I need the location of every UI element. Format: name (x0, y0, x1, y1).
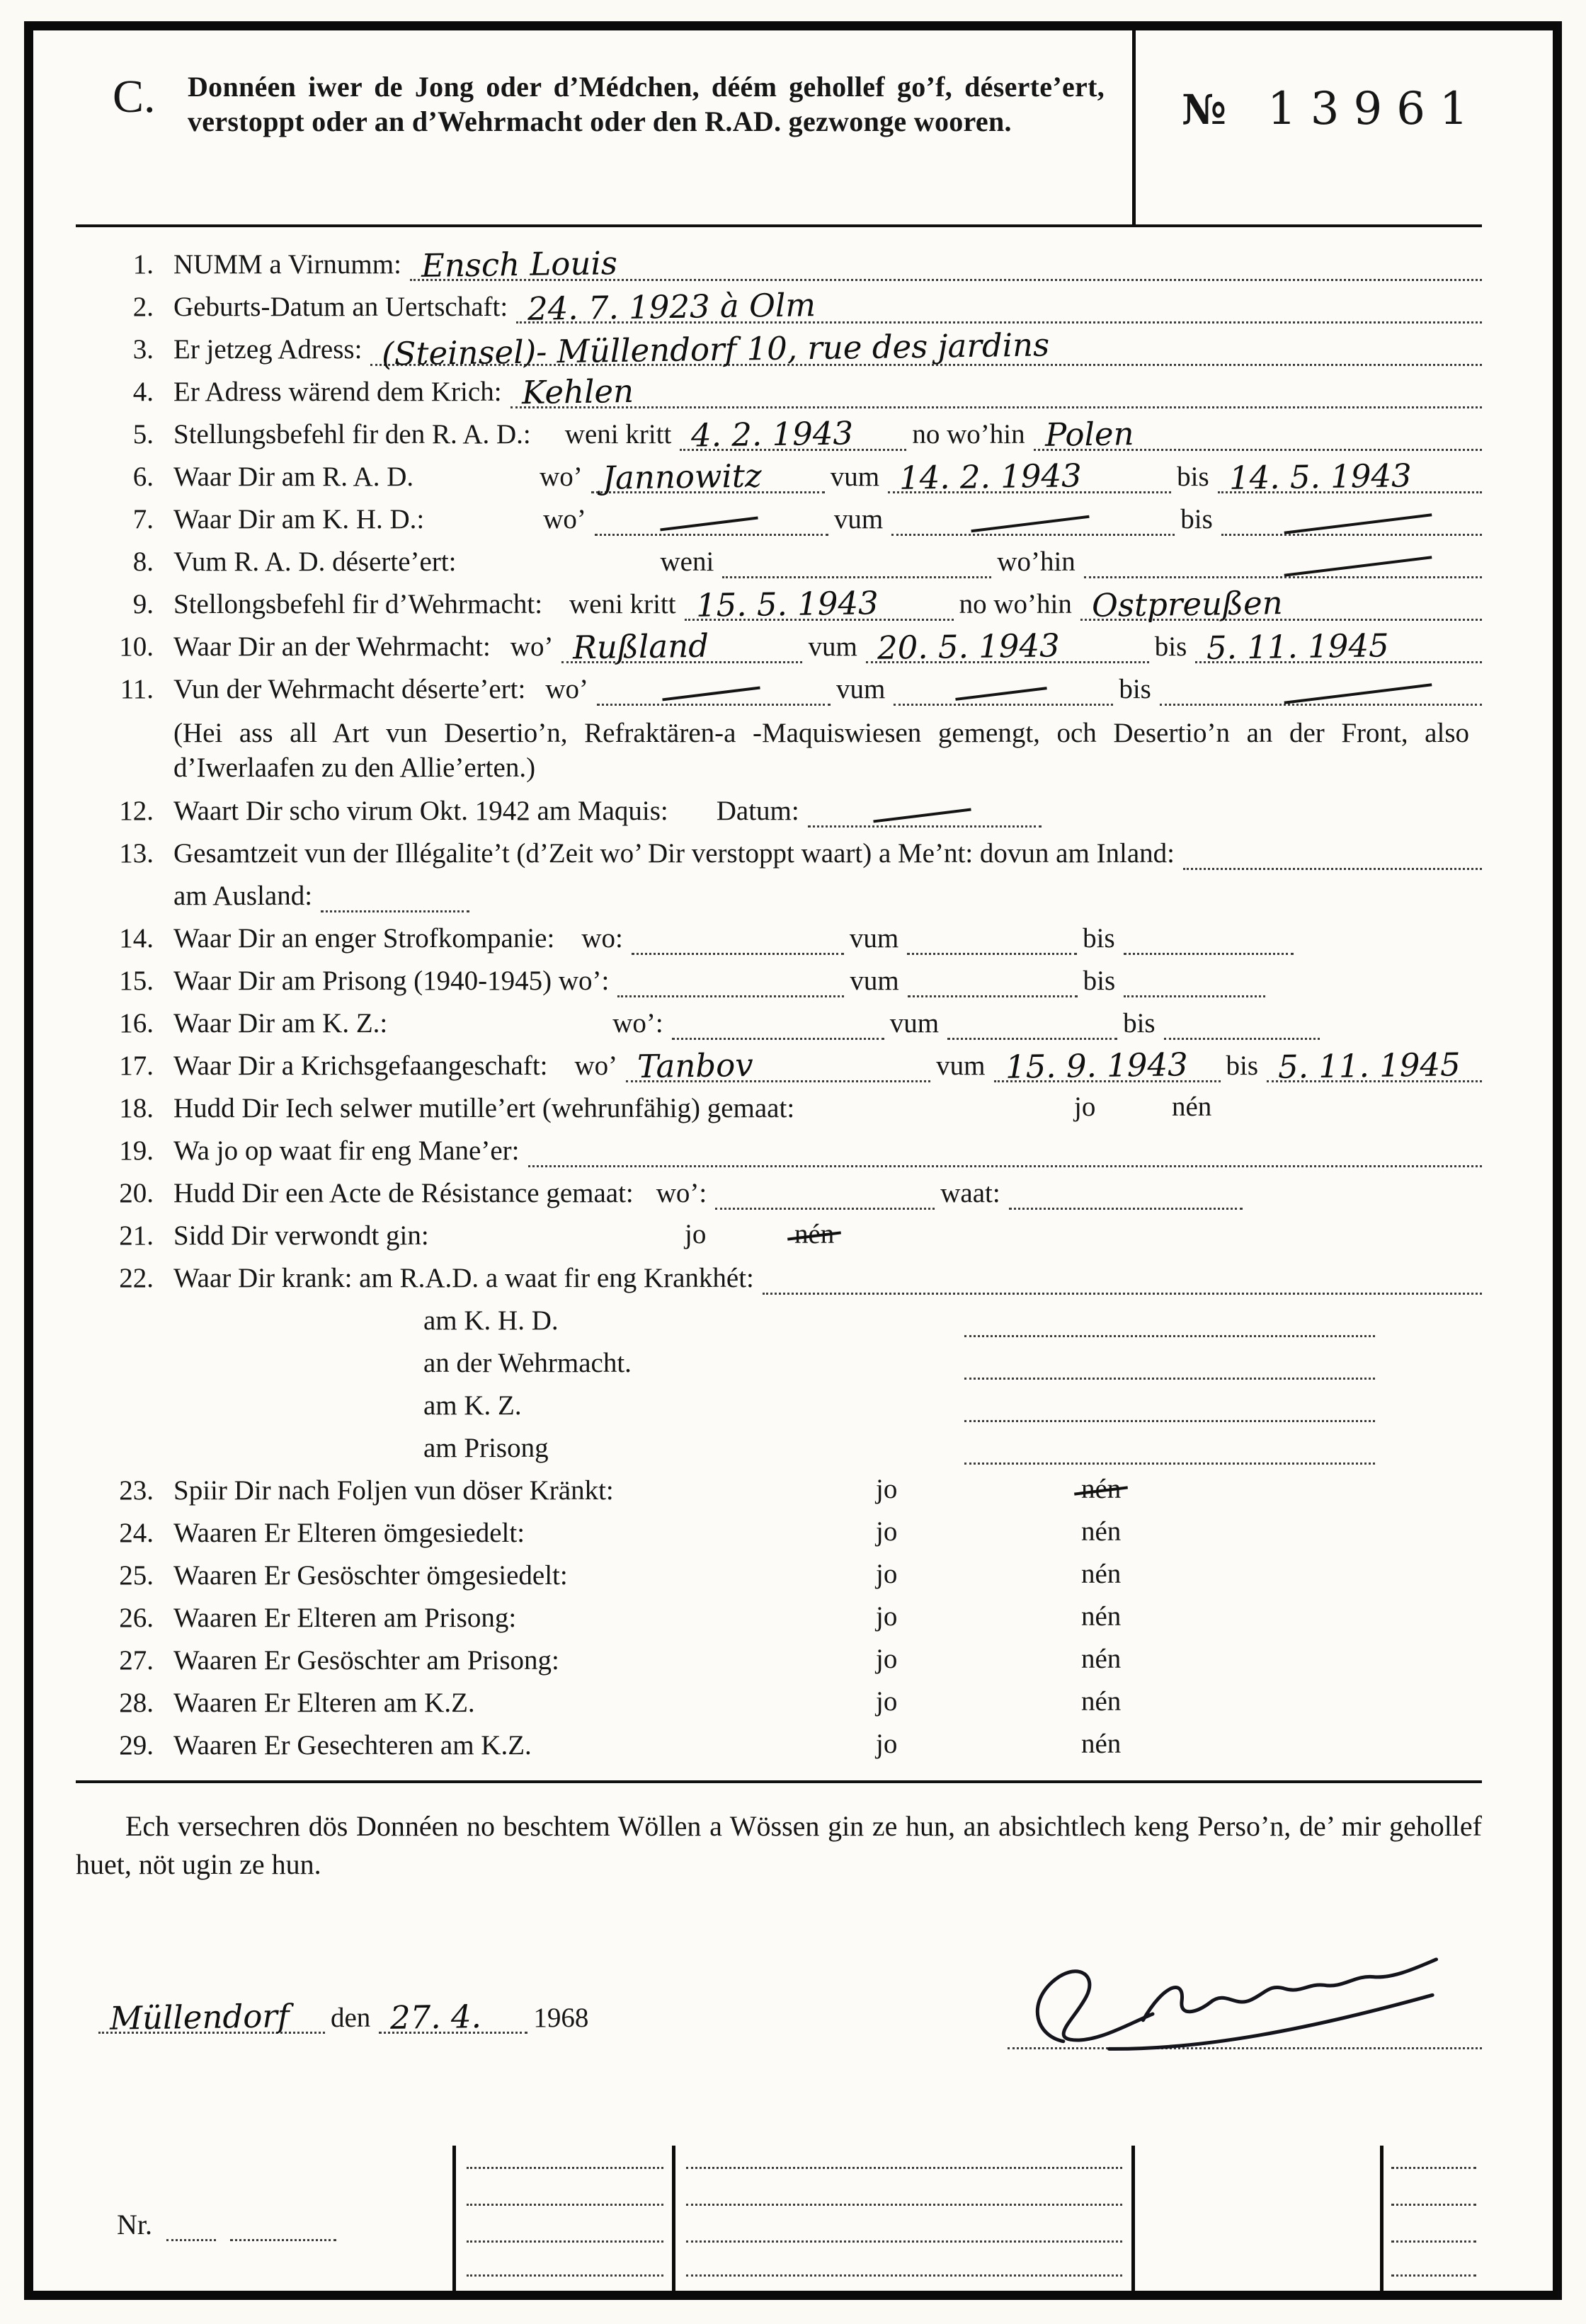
item-number: 10. (119, 631, 154, 662)
item-label: Waaren Er Elteren ömgesiedelt: (173, 1518, 525, 1548)
dotted-field (1267, 1046, 1482, 1086)
dotted-field (964, 1354, 1375, 1380)
form-item-subline (76, 880, 1482, 912)
item-label: Stellongsbefehl fir d’Wehrmacht: (173, 589, 543, 619)
answer-nen: nén (1081, 1644, 1122, 1674)
answer-jo: jo (876, 1559, 898, 1589)
answer-jo: jo (876, 1686, 898, 1717)
handwritten-entry: 24. 7. 1923 à Olm (527, 286, 816, 328)
dotted-field (680, 414, 906, 454)
item-label: NUMM a Virnumm: (173, 249, 401, 280)
header-rule (76, 224, 1482, 227)
item-label: wo’ (545, 674, 588, 704)
item-label: vum (808, 631, 857, 662)
spacer (496, 662, 510, 663)
signature (998, 1923, 1471, 2074)
item-number: 12. (119, 796, 154, 826)
section-letter: C. (113, 71, 156, 122)
dotted-field (561, 626, 802, 667)
form-item-20 (76, 1177, 1482, 1210)
item-number: 21. (119, 1220, 154, 1251)
handwritten-entry: Jannowitz (602, 457, 762, 497)
handwritten-dash (1284, 683, 1432, 704)
item-label: Stellungsbefehl fir den R. A. D.: (173, 419, 531, 450)
dotted-field (908, 972, 1078, 997)
answer-jo: jo (876, 1601, 898, 1632)
item-label: an der Wehrmacht. (423, 1348, 632, 1378)
handwritten-entry: 14. 2. 1943 (898, 457, 1083, 497)
signature-stroke (1141, 1959, 1439, 2020)
item-number: 23. (119, 1475, 154, 1506)
dotted-field (866, 626, 1149, 667)
spacer (393, 1038, 612, 1040)
form-item-3 (76, 326, 1482, 373)
table-dotted-row (686, 2240, 1122, 2243)
item-label: am K. Z. (423, 1390, 522, 1421)
item-label: Waar Dir am Prisong (1940-1945) wo’: (173, 966, 610, 996)
item-number: 1. (132, 249, 154, 280)
handwritten-entry: 5. 11. 1945 (1277, 1046, 1461, 1086)
dotted-field (1080, 584, 1482, 624)
nr-dotted-line (230, 2220, 336, 2241)
bottom-table (33, 2146, 1553, 2291)
form-items (76, 244, 1482, 1762)
year-label: 1968 (533, 2003, 589, 2033)
answer-nen: nén (1081, 1559, 1122, 1589)
table-dotted-row (1391, 2204, 1476, 2206)
form-item-19 (76, 1135, 1482, 1167)
place-field (98, 1997, 325, 2037)
item-label: Vun der Wehrmacht déserte’ert: (173, 674, 526, 704)
item-label: weni kritt (569, 589, 676, 619)
item-number: 6. (132, 462, 154, 492)
item-label: weni kritt (564, 419, 672, 450)
table-vline (1131, 2146, 1135, 2291)
handwritten-dash (661, 517, 758, 532)
answer-nen: nén (1081, 1729, 1122, 1759)
form-item-1 (76, 244, 1482, 285)
form-item-18 (76, 1092, 1482, 1125)
item-number: 13. (119, 838, 154, 869)
item-label: Hudd Dir Iech selwer mutille’ert (wehrunfähig) gemaat: (173, 1093, 795, 1123)
answer-jo: jo (685, 1219, 707, 1249)
dotted-field (1084, 553, 1482, 578)
form-item-2 (76, 286, 1482, 328)
form-item-subline (76, 1432, 1482, 1465)
item-label: wo: (581, 923, 623, 954)
dotted-field (591, 457, 825, 497)
form-item-29 (76, 1729, 1482, 1762)
form-item-6 (76, 457, 1482, 497)
form-item-10 (76, 626, 1482, 667)
form-item-14 (76, 922, 1482, 955)
handwritten-entry: Polen (1044, 415, 1134, 454)
answer-nen: nén (1081, 1601, 1122, 1632)
item-number: 9. (132, 589, 154, 619)
form-number (1182, 83, 1483, 135)
dotted-field (1009, 1184, 1243, 1210)
item-label: bis (1180, 504, 1213, 534)
table-vline (672, 2146, 675, 2291)
item-label: Waar Dir am R. A. D. (173, 462, 414, 492)
table-dotted-row (686, 2274, 1122, 2277)
item-label: wo’hin (997, 546, 1076, 577)
page-frame (24, 21, 1562, 2300)
dotted-field (1221, 510, 1482, 536)
item-label: wo’ (540, 462, 583, 492)
dotted-field (1183, 845, 1482, 870)
item-label: Waart Dir scho virum Okt. 1942 am Maquis: (173, 796, 668, 826)
dotted-field (1124, 972, 1265, 997)
dotted-field (321, 887, 469, 912)
dotted-field (994, 1046, 1221, 1086)
answer-jo: jo (876, 1516, 898, 1547)
dotted-field (597, 680, 831, 706)
item-label: Gesamtzeit vun der Illégalite’t (d’Zeit wo’ Dir verstoppt waart) a Me’nt: dovun am Inland: (173, 838, 1175, 869)
dotted-field (1124, 929, 1294, 955)
form-item-subline (76, 1390, 1482, 1422)
item-number: 2. (132, 292, 154, 322)
form-item-25 (76, 1559, 1482, 1592)
item-label: Waar Dir am K. Z.: (173, 1008, 388, 1038)
item-label: vum (835, 674, 886, 704)
item-number: 7. (132, 504, 154, 534)
answer-nen: nén (1081, 1686, 1122, 1717)
dotted-field (808, 802, 1042, 828)
answer-nen: nén (794, 1219, 835, 1249)
form-item-26 (76, 1602, 1482, 1635)
item-label: vum (850, 966, 899, 996)
dotted-field (1164, 1014, 1320, 1040)
handwritten-entry: 14. 5. 1943 (1228, 457, 1412, 497)
item-number: 29. (119, 1730, 154, 1761)
signature-stroke (1035, 1967, 1153, 2042)
answer-jo: jo (1074, 1092, 1096, 1122)
item-label: bis (1123, 1008, 1156, 1038)
item-number: 3. (132, 334, 154, 365)
form-item-17 (76, 1046, 1482, 1086)
form-item-13 (76, 837, 1482, 870)
table-dotted-row (686, 2204, 1122, 2206)
item-label: Hudd Dir een Acte de Résistance gemaat: (173, 1178, 634, 1208)
dotted-field (891, 510, 1175, 536)
spacer (173, 1378, 423, 1380)
item-number: 4. (132, 377, 154, 407)
form-item-15 (76, 965, 1482, 997)
item-label: Waaren Er Elteren am K.Z. (173, 1688, 475, 1718)
handwritten-entry: 5. 11. 1945 (1206, 626, 1390, 667)
numero-sign: № (1182, 86, 1227, 134)
spacer (639, 1208, 656, 1210)
handwritten-dash (1284, 513, 1432, 534)
item-label: weni (660, 546, 714, 577)
table-vline (452, 2146, 456, 2291)
table-vline (1380, 2146, 1384, 2291)
dotted-field (626, 1046, 930, 1086)
dotted-field (510, 372, 1482, 412)
dotted-field (672, 1014, 884, 1040)
handwritten-entry: Ensch Louis (421, 244, 618, 285)
form-item-4 (76, 372, 1482, 412)
section-divider (76, 1780, 1482, 1783)
place-handwritten: Müllendorf (109, 1997, 290, 2037)
spacer (419, 492, 540, 493)
handwritten-entry: 4. 2. 1943 (690, 414, 854, 454)
form-item-7 (76, 503, 1482, 536)
item-number: 20. (119, 1178, 154, 1208)
item-label: wo’: (656, 1178, 707, 1208)
form-item-9 (76, 584, 1482, 624)
item-number: 15. (119, 966, 154, 996)
item-number: 16. (119, 1008, 154, 1038)
handwritten-dash (955, 687, 1047, 701)
form-item-21 (76, 1220, 1482, 1252)
spacer (548, 619, 569, 621)
item-label: Wa jo op waat fir eng Mane’er: (173, 1135, 520, 1166)
item-label: bis (1083, 966, 1116, 996)
item-label: Waaren Er Gesöschter am Prisong: (173, 1645, 559, 1676)
closing-section (76, 1915, 1482, 2083)
dotted-field (1034, 415, 1482, 454)
place-date-line (96, 1997, 594, 2037)
dotted-field (947, 1014, 1117, 1040)
item-label: Waar Dir a Krichsgefaangeschaft: (173, 1051, 548, 1081)
spacer (531, 704, 545, 706)
dotted-field (685, 584, 954, 624)
item-label: Waaren Er Gesechteren am K.Z. (173, 1730, 532, 1761)
item-label: wo’ (543, 504, 586, 534)
form-item-22 (76, 1262, 1482, 1295)
item-label: am Prisong (423, 1433, 549, 1463)
form-item-28 (76, 1687, 1482, 1719)
handwritten-dash (873, 808, 971, 823)
form-item-23 (76, 1475, 1482, 1507)
spacer (173, 1463, 423, 1465)
table-dotted-row (1391, 2274, 1476, 2277)
handwritten-dash (663, 687, 760, 702)
dotted-field (370, 326, 1482, 373)
item-label: wo’ (574, 1051, 618, 1081)
form-item-27 (76, 1644, 1482, 1677)
item-label: Geburts-Datum an Uertschaft: (173, 292, 508, 322)
item-label: no wo’hin (959, 589, 1072, 619)
den-label: den (331, 2003, 371, 2033)
handwritten-dash (971, 515, 1090, 532)
handwritten-entry: 15. 9. 1943 (1005, 1046, 1188, 1086)
table-dotted-row (467, 2240, 663, 2243)
form-item-subline (76, 1305, 1482, 1337)
item-label: bis (1177, 462, 1209, 492)
item-label: bis (1226, 1051, 1259, 1081)
spacer (674, 826, 717, 828)
dotted-field (1218, 457, 1482, 497)
form-item-subline (76, 1347, 1482, 1380)
item-label: vum (849, 923, 899, 954)
answer-nen: nén (1081, 1474, 1122, 1504)
item-number: 17. (119, 1051, 154, 1081)
item-label: Spiir Dir nach Foljen vun döser Kränkt: (173, 1475, 614, 1506)
item-label: Er jetzeg Adress: (173, 334, 363, 365)
spacer (173, 1421, 423, 1422)
nr-label: Nr. (117, 2209, 152, 2240)
item-label: vum (936, 1051, 986, 1081)
spacer (462, 577, 660, 578)
item-label: bis (1154, 631, 1187, 662)
item-label: bis (1083, 923, 1115, 954)
handwritten-entry: 15. 5. 1943 (695, 584, 879, 624)
dotted-field (894, 680, 1113, 706)
item-label: no wo’hin (912, 419, 1025, 450)
item-number: 19. (119, 1135, 154, 1166)
handwritten-entry: Rußland (573, 626, 709, 667)
item-number: 27. (119, 1645, 154, 1676)
handwritten-entry: (Steinsel)- Müllendorf 10, rue des jardins (382, 326, 1050, 373)
form-header (76, 46, 1482, 224)
handwritten-entry: Ostpreußen (1091, 584, 1283, 624)
dotted-field (763, 1269, 1482, 1295)
item-label: waat: (940, 1178, 1000, 1208)
answer-nen: nén (1081, 1516, 1122, 1547)
header-divider (1132, 30, 1136, 224)
item-label: vum (889, 1008, 940, 1038)
spacer (537, 450, 565, 451)
item-label: bis (1119, 674, 1151, 704)
answer-jo: jo (876, 1474, 898, 1504)
dotted-field (1195, 626, 1482, 667)
item-number: 25. (119, 1560, 154, 1591)
item-label: Er Adress wärend dem Krich: (173, 377, 502, 407)
form-item-24 (76, 1517, 1482, 1550)
table-dotted-row (467, 2167, 663, 2169)
date-handwritten: 27. 4. (389, 1998, 482, 2037)
item-label: Sidd Dir verwondt gin: (173, 1220, 429, 1251)
table-dotted-row (467, 2204, 663, 2206)
dotted-field (964, 1397, 1375, 1422)
item-number: 18. (119, 1093, 154, 1123)
item-number: 26. (119, 1603, 154, 1633)
item-label: Waaren Er Elteren am Prisong: (173, 1603, 517, 1633)
item-number: 14. (119, 923, 154, 954)
form-item-16 (76, 1007, 1482, 1040)
dotted-field (410, 244, 1482, 285)
dotted-field (1160, 680, 1482, 706)
dotted-field (964, 1439, 1375, 1465)
item-number: 11. (120, 674, 154, 704)
nr-dotted-line (166, 2220, 216, 2241)
item-number: 22. (119, 1263, 154, 1293)
item-label: Waaren Er Gesöschter ömgesiedelt: (173, 1560, 568, 1591)
item-label: vum (830, 462, 880, 492)
form-item-11 (76, 673, 1482, 706)
dotted-field (722, 553, 991, 578)
item-label: Vum R. A. D. déserte’ert: (173, 546, 457, 577)
dotted-field (528, 1142, 1483, 1167)
item-number: 24. (119, 1518, 154, 1548)
spacer (430, 534, 543, 536)
nr-line (117, 2208, 336, 2241)
dotted-field (888, 457, 1171, 497)
handwritten-dash (1284, 556, 1432, 577)
dotted-field (715, 1184, 935, 1210)
form-description: Donnéen iwer de Jong oder d’Médchen, déém gehollef go’f, déserte’ert, verstoppt oder an d’Wehrmacht oder den R.AD. gezwonge wooren. (188, 71, 1105, 137)
desertion-note: (Hei ass all Art vun Desertio’n, Refraktären-a -Maquiswiesen gemengt, och Desertio’n an der Front, also d’Iwerlaafen zu den Allie’erten.) (173, 718, 1469, 783)
form-item-8 (76, 546, 1482, 578)
item-label: wo’: (612, 1008, 663, 1038)
dotted-field (516, 286, 1482, 328)
item-label: wo’ (510, 631, 554, 662)
dotted-field (964, 1312, 1375, 1337)
spacer (173, 1336, 423, 1337)
dotted-field (595, 510, 828, 536)
form-item-12 (76, 795, 1482, 828)
form-item-5 (76, 414, 1482, 454)
item-label: vum (833, 504, 884, 534)
form-number-value: 13961 (1267, 83, 1483, 135)
handwritten-entry: 20. 5. 1943 (877, 626, 1060, 667)
handwritten-entry: Tanbov (637, 1046, 754, 1086)
answer-jo: jo (876, 1729, 898, 1759)
declaration-text: Ech versechren dös Donnéen no beschtem Wöllen a Wössen gin ze hun, an absichtlech keng Perso’n, de’ mir gehollef huet, nöt ugin ze hun. (76, 1810, 1482, 1880)
dotted-field (632, 929, 844, 955)
table-dotted-row (1391, 2240, 1476, 2243)
signature-block (1000, 1925, 1482, 2066)
spacer (560, 954, 581, 955)
table-dotted-row (686, 2167, 1122, 2169)
item-label: Waar Dir an der Wehrmacht: (173, 631, 491, 662)
table-dotted-row (467, 2274, 663, 2277)
page-content (76, 46, 1482, 2083)
table-dotted-row (1391, 2167, 1476, 2169)
spacer (554, 1081, 575, 1082)
item-label: Waar Dir krank: am R.A.D. a waat fir eng Krankhét: (173, 1263, 754, 1293)
item-label: Waar Dir am K. H. D.: (173, 504, 425, 534)
item-number: 8. (132, 546, 154, 577)
dotted-field (617, 972, 844, 997)
item-number: 5. (132, 419, 154, 450)
date-field (379, 1998, 527, 2037)
handwritten-entry: Kehlen (521, 372, 634, 412)
item-label: am K. H. D. (423, 1305, 559, 1336)
item-label: Datum: (716, 796, 799, 826)
item-label: Waar Dir an enger Strofkompanie: (173, 923, 555, 954)
item-number: 28. (119, 1688, 154, 1718)
answer-jo: jo (876, 1644, 898, 1674)
dotted-field (907, 929, 1077, 955)
item-label: am Ausland: (173, 881, 313, 911)
answer-nen: nén (1172, 1092, 1212, 1122)
